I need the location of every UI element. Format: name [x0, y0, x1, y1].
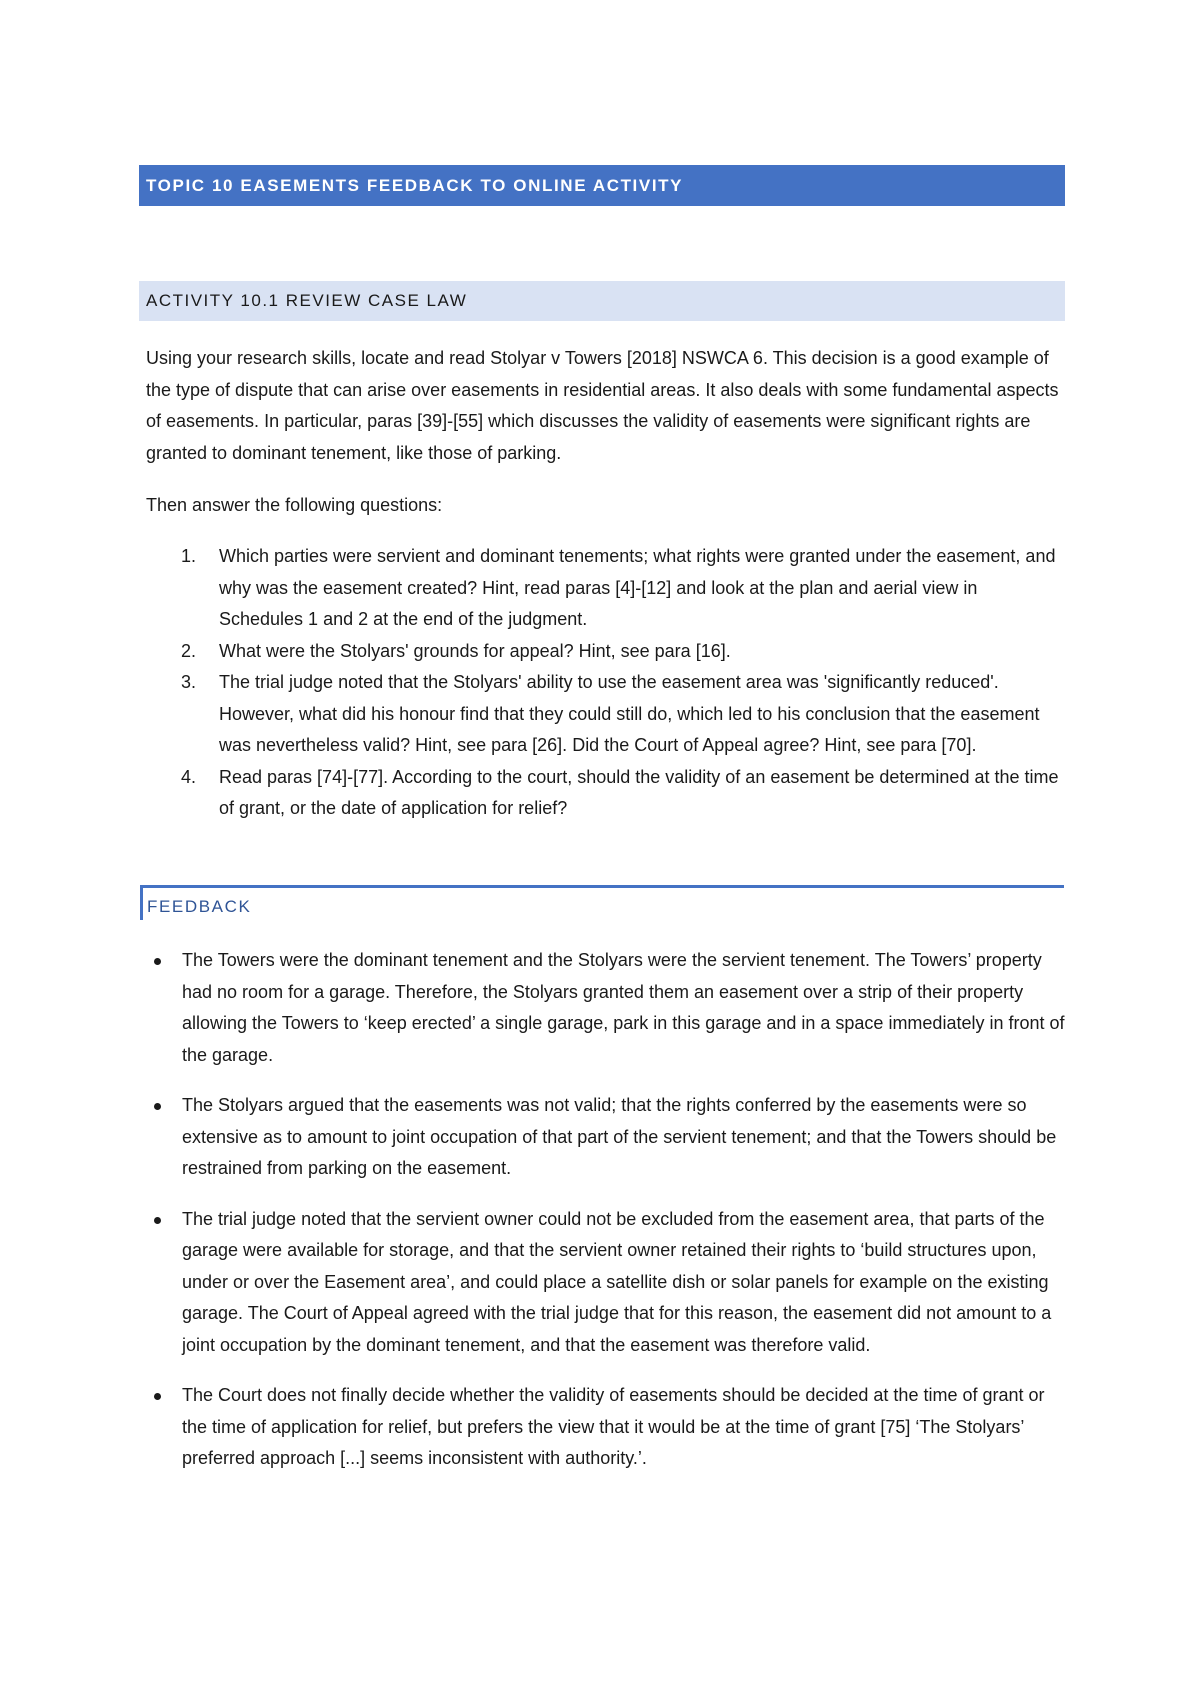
feedback-text: The Towers were the dominant tenement and the Stolyars were the servient tenement. The Towers’ property had no room for a garage. Therefore, the Stolyars granted them an easement over a strip of their property allowing the Towers to ‘keep erected’ a single garage, park in this garage and in a space immediately in front of the garage. [182, 950, 1065, 1065]
question-item [146, 541, 1066, 636]
feedback-item [146, 945, 1066, 1071]
feedback-item [146, 1204, 1066, 1362]
activity-heading: ACTIVITY 10.1 REVIEW CASE LAW [146, 291, 468, 310]
feedback-item [146, 1090, 1066, 1185]
question-item [146, 636, 1066, 668]
activity-heading-banner [139, 281, 1065, 321]
question-item [146, 762, 1066, 825]
question-number: 4. [181, 766, 197, 787]
topic-title-banner [139, 165, 1065, 206]
feedback-text: The trial judge noted that the servient owner could not be excluded from the easement area, that parts of the garage were available for storage, and that the servient owner retained their rights to ‘build structures upon, under or over the Easement area’, and could place a satellite dish or solar panels for example on the existing garage. The Court of Appeal agreed with the trial judge that for this reason, the easement did not amount to a joint occupation by the dominant tenement, and that the easement was therefore valid. [182, 1208, 1052, 1355]
question-text: The trial judge noted that the Stolyars' ability to use the easement area was 'significantly reduced'. However, what did his honour find that they could still do, which led to his conclusion that the easement was nevertheless valid? Hint, see para [26]. Did the Court of Appeal agree? Hint, see para [70]. [219, 672, 1040, 755]
bullet-icon [146, 1380, 182, 1475]
question-text: What were the Stolyars' grounds for appeal? Hint, see para [16]. [219, 640, 731, 661]
feedback-text: The Court does not finally decide whether the validity of easements should be decided at the time of grant or the time of application for relief, but prefers the view that it would be at the time of grant [75] ‘The Stolyars’ preferred approach [...] seems inconsistent with authority.’. [182, 1385, 1045, 1468]
feedback-heading-box [140, 885, 1064, 920]
feedback-heading: FEEDBACK [147, 897, 252, 916]
question-number: 3. [181, 672, 197, 692]
topic-title: TOPIC 10 EASEMENTS FEEDBACK TO ONLINE ACTIVITY [146, 175, 684, 195]
intro-paragraph: Using your research skills, locate and read Stolyar v Towers [2018] NSWCA 6. This decision is a good example of the type of dispute that can arise over easements in residential areas. It also deals with some fundamental aspects of easements. In particular, paras [39]-[55] which discusses the validity of easements were significant rights are granted to dominant tenement, like those of parking. [146, 348, 1059, 463]
bullet-icon [146, 1204, 182, 1362]
question-item [146, 667, 1066, 762]
question-number: 2. [181, 640, 197, 661]
instructions-line: Then answer the following questions: [146, 495, 443, 515]
question-text: Read paras [74]-[77]. According to the court, should the validity of an easement be determined at the time of grant, or the date of application for relief? [219, 766, 1059, 818]
feedback-item [146, 1380, 1066, 1475]
feedback-text: The Stolyars argued that the easements was not valid; that the rights conferred by the easements were so extensive as to amount to joint occupation of that part of the servient tenement; and that the Towers should be restrained from parking on the easement. [182, 1095, 1057, 1178]
question-list [146, 541, 1066, 825]
bullet-icon [146, 945, 182, 1071]
question-number: 1. [181, 546, 197, 566]
bullet-icon [146, 1090, 182, 1185]
question-text: Which parties were servient and dominant tenements; what rights were granted under the easement, and why was the easement created? Hint, read paras [4]-[12] and look at the plan and aerial view in Schedules 1 and 2 at the end of the judgment. [219, 546, 1056, 629]
feedback-list [146, 945, 1066, 1494]
